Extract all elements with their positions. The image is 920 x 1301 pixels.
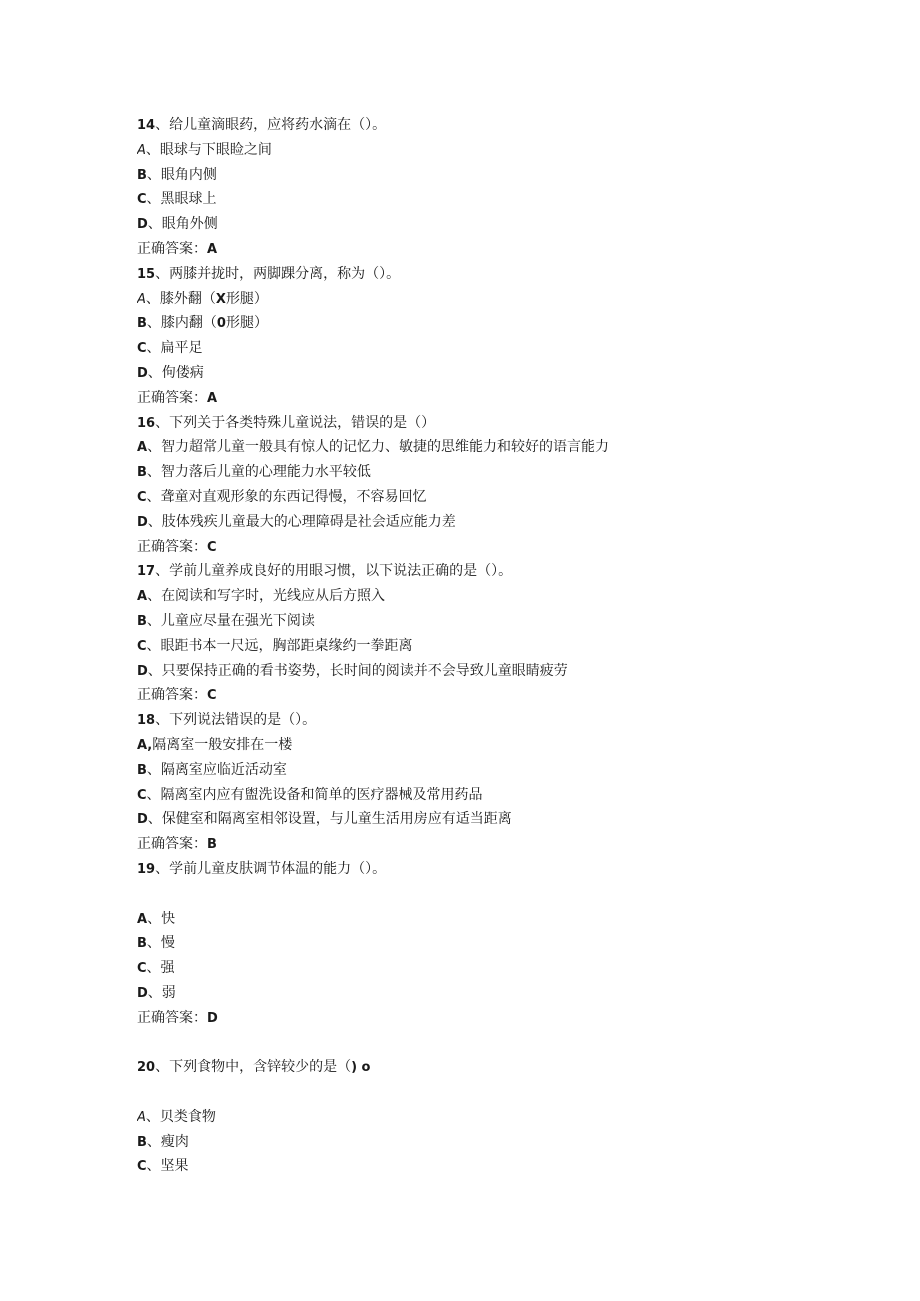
question-separator: 、 xyxy=(155,414,170,431)
option-text: 贝类食物 xyxy=(159,1108,216,1125)
option-separator: 、 xyxy=(146,612,161,629)
answer-line xyxy=(137,386,877,411)
option-item xyxy=(137,1105,877,1130)
option-separator: 、 xyxy=(147,439,162,456)
option-separator: 、 xyxy=(146,761,161,778)
option-text: 快 xyxy=(161,910,176,927)
option-key: C xyxy=(137,341,147,357)
question-number: 19 xyxy=(137,861,156,877)
option-key: D xyxy=(137,812,148,828)
option-text: 保健室和隔离室相邻设置，与儿童生活用房应有适当距离 xyxy=(161,811,512,828)
option-item xyxy=(137,187,877,212)
option-item xyxy=(137,435,877,460)
question-separator: 、 xyxy=(155,563,170,580)
question-stem xyxy=(137,708,877,733)
option-item xyxy=(137,758,877,783)
option-text: 膝外翻（ xyxy=(159,290,216,307)
option-text: 眼球与下眼睑之间 xyxy=(159,141,272,158)
option-separator: 、 xyxy=(146,1133,161,1150)
option-item xyxy=(137,783,877,808)
option-item xyxy=(137,1154,877,1179)
answer-value: A xyxy=(207,241,218,257)
option-separator: 、 xyxy=(146,960,161,977)
option-text: 佝偻病 xyxy=(161,364,204,381)
question-separator: 、 xyxy=(155,117,170,133)
option-separator: 、 xyxy=(146,191,161,208)
option-item xyxy=(137,807,877,832)
option-separator: 、 xyxy=(145,141,160,158)
option-separator: 、 xyxy=(146,315,161,332)
option-separator: 、 xyxy=(147,910,162,927)
option-key: A xyxy=(137,1109,146,1125)
option-key: C xyxy=(137,638,147,654)
option-item xyxy=(137,907,877,932)
option-text: 眼角外侧 xyxy=(161,216,218,233)
option-separator: 、 xyxy=(147,364,162,381)
option-text: 聋童对直观形象的东西记得慢，不容易回忆 xyxy=(160,488,427,505)
option-key: C xyxy=(137,787,147,803)
option-key: C xyxy=(137,489,147,505)
option-key: D xyxy=(137,217,148,233)
option-item xyxy=(137,956,877,981)
option-text: 形腿） xyxy=(225,315,268,332)
option-item xyxy=(137,931,877,956)
blank-line xyxy=(137,882,877,907)
option-text: 隔离室内应有盥洗设备和简单的医疗器械及常用药品 xyxy=(160,786,483,803)
answer-value: D xyxy=(207,1010,218,1026)
option-item xyxy=(137,287,877,312)
option-key: A xyxy=(137,440,148,456)
option-key: D xyxy=(137,663,148,679)
option-text: 黑眼球上 xyxy=(160,191,217,208)
option-key: A xyxy=(137,911,148,927)
option-key: D xyxy=(137,985,148,1001)
option-separator: 、 xyxy=(146,935,161,952)
option-key: A xyxy=(137,291,146,307)
answer-value: C xyxy=(207,539,217,555)
option-separator: 、 xyxy=(145,1108,160,1125)
option-key: A xyxy=(137,589,148,605)
answer-label: 正确答案： xyxy=(137,836,207,853)
option-separator: 、 xyxy=(147,984,162,1001)
option-separator: 、 xyxy=(146,464,161,481)
question-separator: 、 xyxy=(155,1059,170,1076)
question-separator: 、 xyxy=(155,712,170,729)
option-separator: 、 xyxy=(146,637,161,654)
blank-line xyxy=(137,1030,877,1055)
answer-label: 正确答案： xyxy=(137,1009,207,1026)
option-item xyxy=(137,361,877,386)
answer-label: 正确答案： xyxy=(137,687,207,704)
option-item xyxy=(137,510,877,535)
option-separator: 、 xyxy=(145,290,160,307)
question-number: 17 xyxy=(137,564,156,580)
question-stem xyxy=(137,559,877,584)
question-number: 15 xyxy=(137,266,156,282)
option-text: 眼距书本一尺远，胸部距桌缘约一拳距离 xyxy=(160,637,413,654)
option-key: D xyxy=(137,514,148,530)
question-stem xyxy=(137,411,877,436)
option-text: 坚果 xyxy=(160,1158,189,1175)
question-number: 18 xyxy=(137,713,156,729)
option-item xyxy=(137,485,877,510)
question-separator: 、 xyxy=(155,265,170,282)
option-text: 肢体残疾儿童最大的心理障碍是社会适应能力差 xyxy=(161,513,456,530)
answer-value: C xyxy=(207,688,217,704)
question-text: 学前儿童皮肤调节体温的能力（）。 xyxy=(169,860,387,877)
option-text: 强 xyxy=(160,960,175,977)
question-text: 两膝并拢时，两脚踝分离，称为（）。 xyxy=(169,265,401,282)
question-stem xyxy=(137,857,877,882)
answer-label: 正确答案： xyxy=(137,538,207,555)
option-key: D xyxy=(137,365,148,381)
option-text: 瘦肉 xyxy=(160,1133,189,1150)
question-stem xyxy=(137,1055,877,1080)
option-item xyxy=(137,659,877,684)
option-key: C xyxy=(137,192,147,208)
option-key: B xyxy=(137,316,147,332)
option-text: 隔离室一般安排在一楼 xyxy=(152,736,293,753)
question-stem xyxy=(137,262,877,287)
answer-label: 正确答案： xyxy=(137,389,207,406)
option-text: 形腿） xyxy=(225,290,268,307)
option-key: C xyxy=(137,1159,147,1175)
option-text: 隔离室应临近活动室 xyxy=(160,761,287,778)
option-text: 只要保持正确的看书姿势，长时间的阅读并不会导致儿童眼睛疲劳 xyxy=(161,662,568,679)
question-text: 下列说法错误的是（）。 xyxy=(169,712,317,729)
option-text: 扁平足 xyxy=(160,340,203,357)
option-item xyxy=(137,733,877,758)
answer-line xyxy=(137,832,877,857)
blank-line xyxy=(137,1080,877,1105)
option-key: A, xyxy=(137,737,153,753)
question-text: 学前儿童养成良好的用眼习惯，以下说法正确的是（）。 xyxy=(169,563,513,580)
option-key: C xyxy=(137,961,147,977)
answer-line xyxy=(137,1006,877,1031)
option-item xyxy=(137,311,877,336)
option-text: 儿童应尽量在强光下阅读 xyxy=(160,612,315,629)
option-key: B xyxy=(137,936,147,952)
option-item xyxy=(137,138,877,163)
option-key: A xyxy=(137,142,146,158)
option-text: 眼角内侧 xyxy=(160,166,217,183)
option-separator: 、 xyxy=(146,166,161,183)
option-item xyxy=(137,163,877,188)
option-code: 0 xyxy=(216,316,226,332)
option-text: 智力超常儿童一般具有惊人的记忆力、敏捷的思维能力和较好的语言能力 xyxy=(161,439,610,456)
option-item xyxy=(137,336,877,361)
question-text: 下列关于各类特殊儿童说法，错误的是（） xyxy=(169,414,436,431)
option-separator: 、 xyxy=(147,216,162,233)
question-number: 14 xyxy=(137,118,156,133)
option-item xyxy=(137,981,877,1006)
option-item xyxy=(137,634,877,659)
option-item xyxy=(137,460,877,485)
option-separator: 、 xyxy=(147,811,162,828)
option-item xyxy=(137,584,877,609)
answer-value: A xyxy=(207,390,218,406)
option-text: 智力落后儿童的心理能力水平较低 xyxy=(160,464,371,481)
option-separator: 、 xyxy=(146,1158,161,1175)
option-key: B xyxy=(137,1134,147,1150)
question-stem xyxy=(137,113,877,138)
option-text: 慢 xyxy=(160,935,175,952)
option-separator: 、 xyxy=(147,513,162,530)
option-separator: 、 xyxy=(147,662,162,679)
option-text: 膝内翻（ xyxy=(160,315,217,332)
option-text: 在阅读和写字时，光线应从后方照入 xyxy=(161,588,386,605)
option-key: B xyxy=(137,762,147,778)
answer-line xyxy=(137,683,877,708)
option-code: X xyxy=(215,291,226,307)
question-text: 给儿童滴眼药，应将药水滴在（）。 xyxy=(169,117,387,133)
option-key: B xyxy=(137,613,147,629)
option-separator: 、 xyxy=(146,340,161,357)
question-number: 20 xyxy=(137,1060,156,1076)
question-list xyxy=(137,113,877,1179)
question-text: 下列食物中，含锌较少的是（ xyxy=(169,1059,352,1076)
option-text: 弱 xyxy=(161,984,176,1001)
option-separator: 、 xyxy=(147,588,162,605)
option-separator: 、 xyxy=(146,786,161,803)
option-item xyxy=(137,1130,877,1155)
option-item xyxy=(137,609,877,634)
option-separator: 、 xyxy=(146,488,161,505)
option-item xyxy=(137,212,877,237)
answer-label: 正确答案： xyxy=(137,240,207,257)
answer-line xyxy=(137,535,877,560)
option-key: B xyxy=(137,465,147,481)
answer-line xyxy=(137,237,877,262)
answer-value: B xyxy=(207,837,217,853)
option-key: B xyxy=(137,167,147,183)
question-text-tail: ) o xyxy=(351,1060,371,1076)
question-separator: 、 xyxy=(155,860,170,877)
question-number: 16 xyxy=(137,415,156,431)
